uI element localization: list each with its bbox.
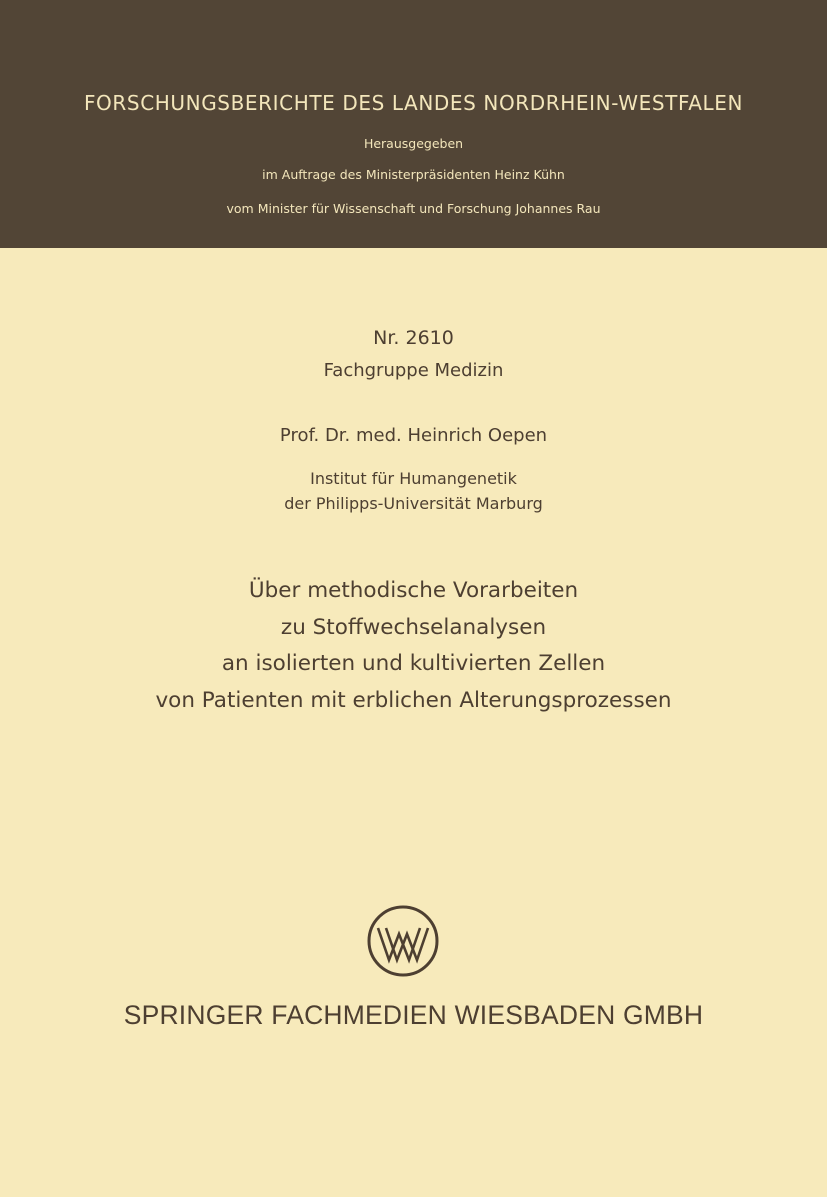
series-title: FORSCHUNGSBERICHTE DES LANDES NORDRHEIN-WESTFALEN: [83, 91, 744, 115]
book-title-line: von Patienten mit erblichen Alterungsprozessen: [155, 688, 672, 713]
editor-line-minister-president: im Auftrage des Ministerpräsidenten Heinz Kühn: [262, 167, 565, 182]
springer-ww-logo-icon: [366, 904, 440, 978]
editor-line-minister: vom Minister für Wissenschaft und Forschung Johannes Rau: [226, 201, 601, 216]
publisher-name: SPRINGER FACHMEDIEN WIESBADEN GMBH: [123, 1000, 704, 1030]
book-title-line: an isolierten und kultivierten Zellen: [221, 651, 606, 676]
book-title-line: Über methodische Vorarbeiten: [248, 578, 579, 603]
institute-line-1: Institut für Humangenetik: [310, 469, 517, 488]
book-title-line: zu Stoffwechselanalysen: [280, 615, 547, 640]
editor-label: Herausgegeben: [363, 136, 464, 151]
subject-group: Fachgruppe Medizin: [323, 360, 504, 381]
report-number: Nr. 2610: [373, 327, 454, 349]
author-name: Prof. Dr. med. Heinrich Oepen: [279, 425, 548, 446]
institute-line-2: der Philipps-Universität Marburg: [284, 494, 543, 513]
header-band: [0, 0, 827, 248]
